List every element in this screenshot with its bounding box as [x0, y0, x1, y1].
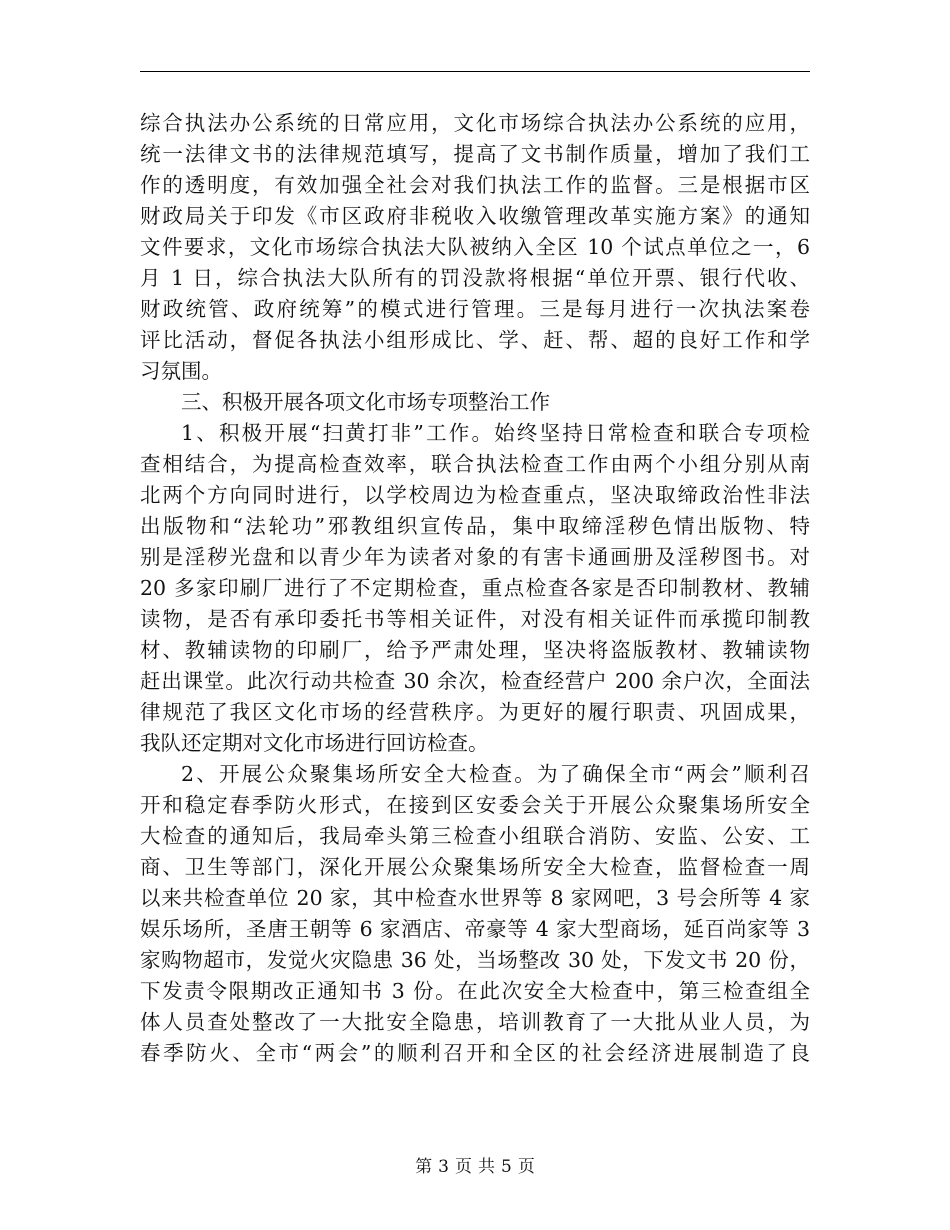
footer-total-pages: 5 — [501, 1157, 512, 1177]
text-line: 大检查的通知后，我局牵头第三检查小组联合消防、安监、公安、工 — [140, 824, 810, 848]
text-line: 赶出课堂。此次行动共检查 30 余次，检查经营户 200 余户次，全面法 — [140, 669, 810, 693]
header-rule — [140, 71, 810, 72]
text-line: 以来共检查单位 20 家，其中检查水世界等 8 家网吧，3 号会所等 4 家 — [140, 886, 810, 910]
text-line: 下发责令限期改正通知书 3 份。在此次安全大检查中，第三检查组全 — [140, 979, 810, 1003]
text-line: 1、积极开展“扫黄打非”工作。始终坚持日常检查和联合专项检 — [181, 421, 810, 445]
text-line: 文件要求，文化市场综合执法大队被纳入全区 10 个试点单位之一，6 — [140, 235, 810, 259]
text-line: 统一法律文书的法律规范填写，提高了文书制作质量，增加了我们工 — [140, 142, 810, 166]
text-line: 作的透明度，有效加强全社会对我们执法工作的监督。三是根据市区 — [140, 173, 810, 197]
text-line: 体人员查处整改了一大批安全隐患，培训教育了一大批从业人员，为 — [140, 1010, 810, 1034]
page-footer — [0, 1155, 950, 1179]
document-body — [140, 108, 810, 1069]
text-line: 20 多家印刷厂进行了不定期检查，重点检查各家是否印制教材、教辅 — [140, 576, 810, 600]
text-line: 开和稳定春季防火形式，在接到区安委会关于开展公众聚集场所安全 — [140, 793, 810, 817]
text-line: 习氛围。 — [140, 359, 222, 383]
footer-page-word: 页 — [455, 1157, 472, 1177]
footer-suffix: 页 — [517, 1157, 535, 1177]
text-line: 综合执法办公系统的日常应用，文化市场综合执法办公系统的应用， — [140, 111, 810, 135]
text-line: 春季防火、全市“两会”的顺利召开和全区的社会经济进展制造了良 — [140, 1041, 810, 1065]
text-line: 2、开展公众聚集场所安全大检查。为了确保全市“两会”顺利召 — [181, 762, 810, 786]
footer-prefix: 第 — [415, 1157, 433, 1177]
text-line: 读物，是否有承印委托书等相关证件，对没有相关证件而承揽印制教 — [140, 607, 810, 631]
text-line: 别是淫秽光盘和以青少年为读者对象的有害卡通画册及淫秽图书。对 — [140, 545, 810, 569]
text-line: 出版物和“法轮功”邪教组织宣传品，集中取缔淫秽色情出版物、特 — [140, 514, 810, 538]
text-line: 查相结合，为提高检查效率，联合执法检查工作由两个小组分别从南 — [140, 452, 810, 476]
text-line: 商、卫生等部门，深化开展公众聚集场所安全大检查，监督检查一周 — [140, 855, 810, 879]
text-line: 家购物超市，发觉火灾隐患 36 处，当场整改 30 处，下发文书 20 份， — [140, 948, 810, 972]
text-line: 评比活动，督促各执法小组形成比、学、赶、帮、超的良好工作和学 — [140, 328, 810, 352]
footer-current-page: 3 — [438, 1157, 449, 1177]
text-line: 我队还定期对文化市场进行回访检查。 — [140, 731, 489, 755]
footer-total-word: 共 — [478, 1157, 495, 1177]
text-line: 材、教辅读物的印刷厂，给予严肃处理，坚决将盗版教材、教辅读物 — [140, 638, 810, 662]
text-line: 财政统管、政府统筹”的模式进行管理。三是每月进行一次执法案卷 — [140, 297, 810, 321]
text-line: 律规范了我区文化市场的经营秩序。为更好的履行职责、巩固成果， — [140, 700, 810, 724]
text-line: 娱乐场所，圣唐王朝等 6 家酒店、帝豪等 4 家大型商场，延百尚家等 3 — [140, 917, 810, 941]
text-line: 财政局关于印发《市区政府非税收入收缴管理改革实施方案》的通知 — [140, 204, 810, 228]
text-line: 北两个方向同时进行，以学校周边为检查重点，坚决取缔政治性非法 — [140, 483, 810, 507]
text-line: 三、积极开展各项文化市场专项整治工作 — [181, 390, 550, 414]
text-line: 月 1 日，综合执法大队所有的罚没款将根据“单位开票、银行代收、 — [140, 266, 810, 290]
